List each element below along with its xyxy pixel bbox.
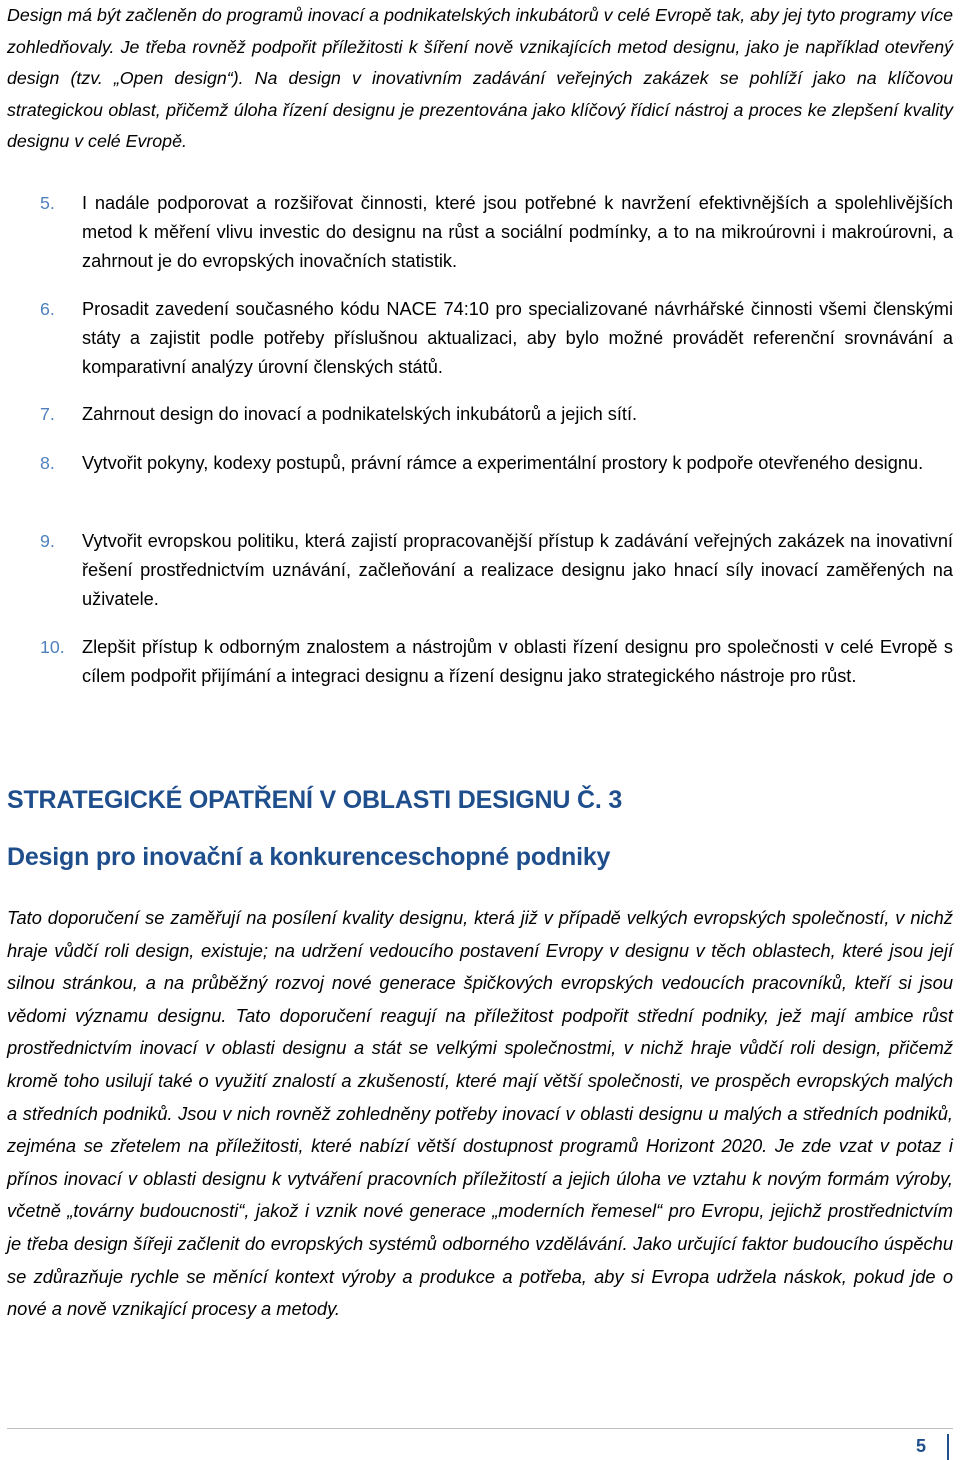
- list-text: Zahrnout design do inovací a podnikatelských inkubátorů a jejich sítí.: [82, 404, 638, 424]
- list-number: 6.: [40, 299, 55, 319]
- list-text: I nadále podporovat a rozšiřovat činnosti, které jsou potřebné k navržení efektivnějších a spolehlivějších metod k měření vlivu investic do designu na růst a sociální podmínky, a to na mikroúrovni i makroúrovni, a zahrnout je do evropských inovačních statistik.: [82, 193, 953, 271]
- page-number: 5: [915, 1436, 926, 1456]
- list-number: 9.: [40, 531, 55, 551]
- list-number: 8.: [40, 453, 55, 473]
- intro-paragraph: Design má být začleněn do programů inovací a podnikatelských inkubátorů v celé Evropě tak, aby jej tyto programy více zohledňovaly. Je třeba rovněž podpořit příležitosti k šíření nově vznikajících metod designu, jako je například otevřený design (tzv. „Open design“). Na design v inovativním zadávání veřejných zakázek se pohlíží jako na klíčovou strategickou oblast, přičemž úloha řízení designu je prezentována jako klíčový řídicí nástroj a proces ke zlepšení kvality designu v celé Evropě.: [7, 5, 953, 151]
- section-subheading: Design pro inovační a konkurenceschopné podniky: [7, 843, 611, 871]
- body-paragraph: Tato doporučení se zaměřují na posílení kvality designu, která již v případě velkých evropských společností, v nichž hraje vůdčí roli design, existuje; na udržení vedoucího postavení Evropy v designu v těch oblastech, které jsou její silnou stránkou, a na průběžný rozvoj nové generace špičkových evropských vedoucích pracovníků, kteří si jsou vědomi významu designu. Tato doporučení reagují na příležitost podpořit střední podniky, jež mají ambice růst prostřednictvím inovací v oblasti designu a stát se velkými společnostmi, v nichž hraje vůdčí roli design, přičemž kromě toho usilují také o využití znalostí a zkušeností, které mají větší společnosti, ve prospěch evropských malých a středních podniků. Jsou v nich rovněž zohledněny potřeby inovací v oblasti designu u malých a středních podniků, zejména se zřetelem na příležitosti, které nabízí větší dostupnost programů Horizont 2020. Je zde vzat v potaz i přínos inovací v oblasti designu k vytváření pracovních příležitostí a jejich úloha ve vztahu k novým formám výroby, včetně „továrny budoucnosti“, jakož i vznik nové generace „moderních řemesel“ pro Evropu, jejichž prostřednictvím je třeba design šířeji začlenit do evropských systémů odborného vzdělávání. Jako určující faktor budoucího úspěchu se zdůrazňuje rychle se měnící kontext výroby a produkce a potřeba, aby si Evropa udržela náskok, pokud jde o nové a nově vznikající procesy a metody.: [7, 907, 953, 1320]
- list-text: Vytvořit pokyny, kodexy postupů, právní rámce a experimentální prostory k podpoře otevřeného designu.: [82, 453, 924, 473]
- section-heading: STRATEGICKÉ OPATŘENÍ V OBLASTI DESIGNU Č. 3: [7, 786, 623, 814]
- list-text: Vytvořit evropskou politiku, která zajistí propracovanější přístup k zadávání veřejných zakázek na inovativní řešení prostřednictvím uznávání, začleňování a realizace designu jako hnací síly inovací zaměřených na uživatele.: [82, 531, 953, 609]
- list-number: 5.: [40, 193, 55, 213]
- list-text: Prosadit zavedení současného kódu NACE 74:10 pro specializované návrhářské činnosti všemi členskými státy a zajistit podle potřeby příslušnou aktualizaci, aby bylo možné provádět referenční srovnávání a komparativní analýzy úrovní členských států.: [82, 299, 953, 377]
- list-number: 7.: [40, 404, 55, 424]
- list-number: 10.: [40, 637, 65, 657]
- list-text: Zlepšit přístup k odborným znalostem a nástrojům v oblasti řízení designu pro společnosti v celé Evropě s cílem podpořit přijímání a integraci designu a řízení designu jako strategického nástroje pro růst.: [82, 637, 953, 686]
- page-number-bar: [947, 1434, 949, 1460]
- footer-divider: [7, 1428, 953, 1429]
